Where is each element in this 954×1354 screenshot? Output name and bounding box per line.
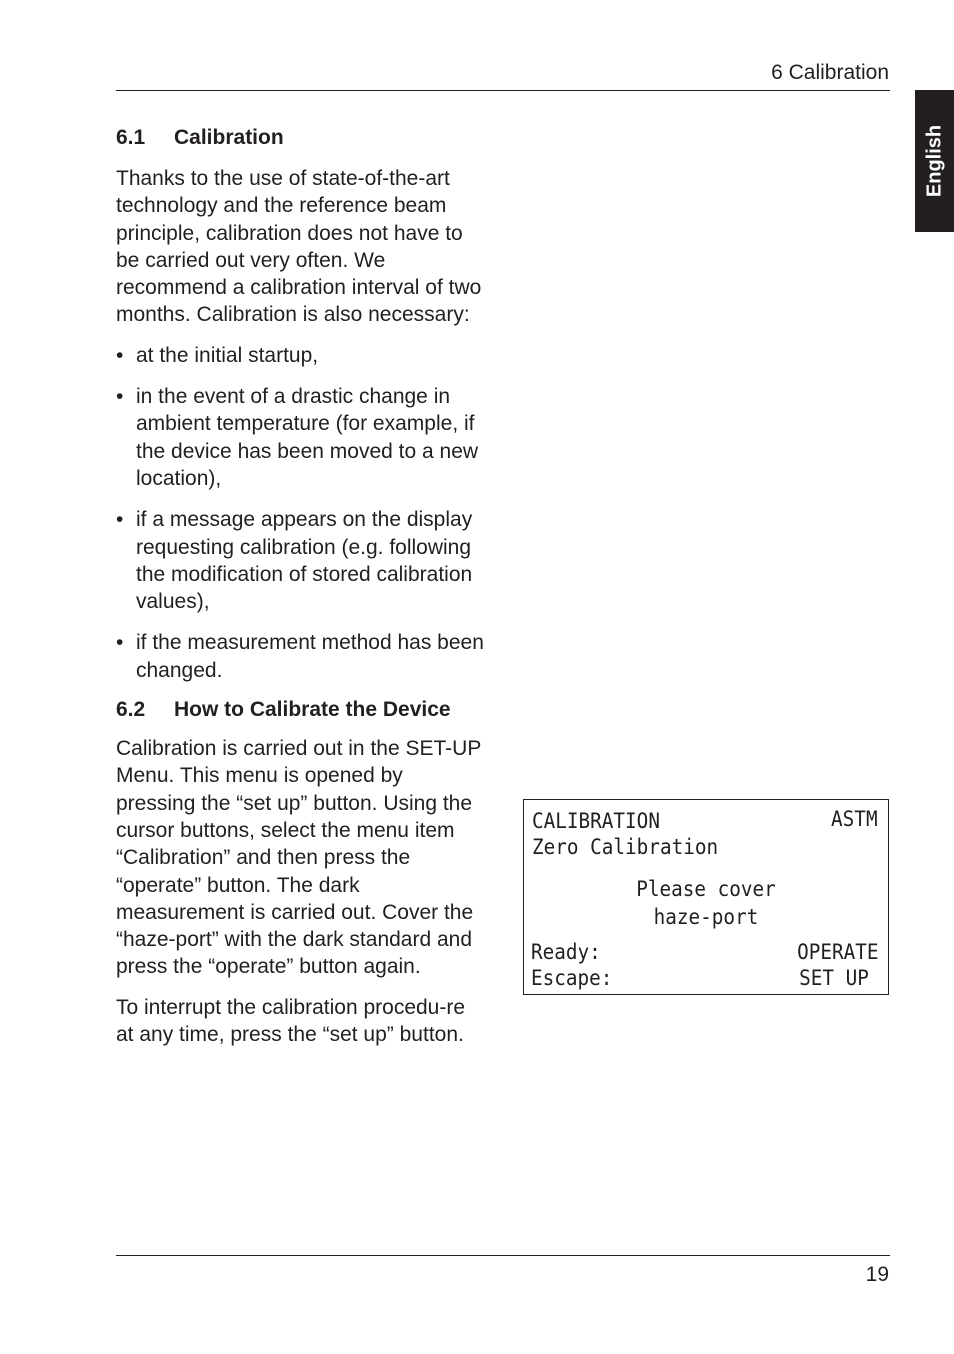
list-item: • in the event of a drastic change in ambient temperature (for example, if the device has been moved to a new location), xyxy=(116,383,486,492)
chapter-header: 6 Calibration xyxy=(771,61,889,84)
language-tab xyxy=(915,90,954,232)
section-heading-how-to-calibrate xyxy=(116,696,486,723)
section-2-paragraph-1: Calibration is carried out in the SET-UP Menu. This menu is opened by pressing the “set up” button. Using the cursor buttons, select the menu item “Calibration” and then press the “operate” button. The dark measurement is carried out. Cover the “haze-port” with the dark standard and press the “operate” button again. xyxy=(116,737,481,979)
section-heading-calibration xyxy=(116,124,486,151)
section-title: Calibration xyxy=(174,126,284,149)
display-escape-action: SET UP xyxy=(799,966,869,990)
section-number: 6.2 xyxy=(116,698,146,722)
display-title: CALIBRATION xyxy=(532,809,660,833)
device-display xyxy=(523,799,889,995)
section-1-paragraph: Thanks to the use of state-of-the-art technology and the reference beam principle, calibration does not have to be carried out very often. We recommend a calibration interval of two months. Calibration is also necessary: xyxy=(116,167,482,327)
section-title: How to Calibrate the Device xyxy=(174,698,451,722)
list-item: • at the initial startup, xyxy=(116,342,486,369)
display-escape-label: Escape: xyxy=(531,966,613,990)
calibration-conditions-list xyxy=(116,342,486,684)
display-ready-action: OPERATE xyxy=(797,940,879,964)
page-number: 19 xyxy=(865,1263,889,1286)
display-subtitle: Zero Calibration xyxy=(532,835,719,859)
display-message-line-2: haze-port xyxy=(653,905,759,929)
section-number: 6.1 xyxy=(116,126,146,149)
main-column xyxy=(116,124,486,1048)
language-tab-label: English xyxy=(923,124,945,198)
list-item: • if a message appears on the display requesting calibration (e.g. following the modification of stored calibration values), xyxy=(116,506,486,615)
display-message-line-1: Please cover xyxy=(636,877,776,901)
display-ready-label: Ready: xyxy=(531,940,601,964)
header-rule xyxy=(116,90,890,91)
section-2-paragraph-2: To interrupt the calibration procedu-re at any time, press the “set up” button. xyxy=(116,995,466,1047)
list-item: • if the measurement method has been changed. xyxy=(116,629,486,684)
footer-rule xyxy=(116,1255,890,1256)
display-standard: ASTM xyxy=(831,807,878,831)
